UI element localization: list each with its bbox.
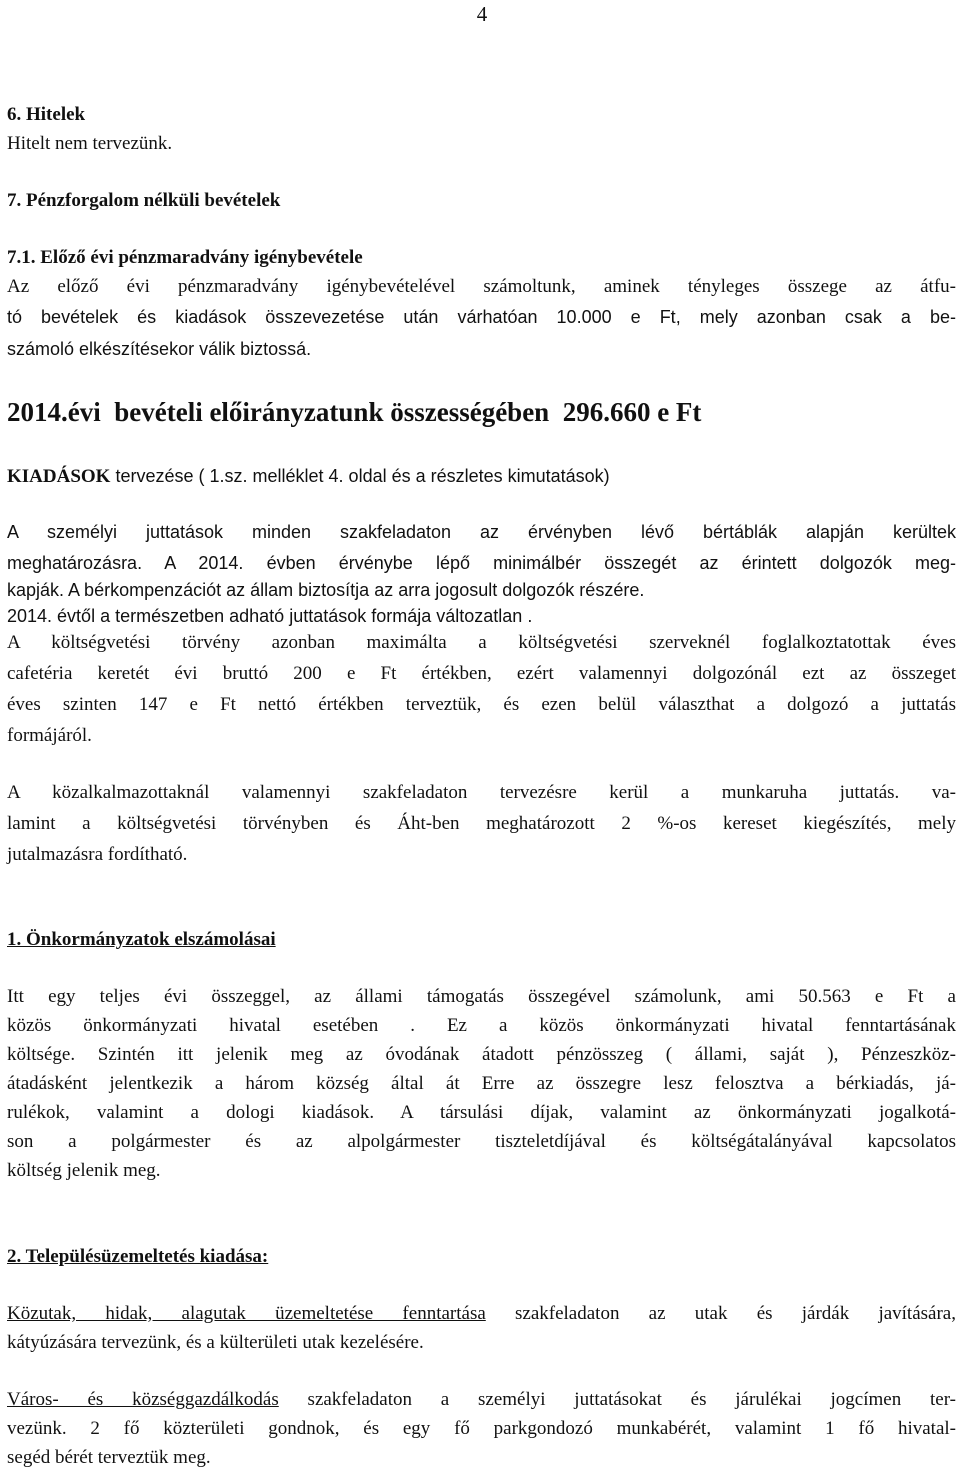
section-1-line-6: son a polgármester és az alpolgármester tiszteletdíjával és költségátalányával kapcsolatos (7, 1131, 956, 1152)
revenue-total (7, 397, 701, 428)
municipal-management-link[interactable]: Város- és községgazdálkodás (7, 1389, 279, 1410)
section-1-heading: 1. Önkormányzatok elszámolásai (7, 929, 276, 950)
section-1-line-1: Itt egy teljes évi összeggel, az állami támogatás összegével számolunk, ami 50.563 e Ft a (7, 986, 956, 1007)
section-2-p1-line-1 (7, 1303, 956, 1325)
expenses-p3-line-1: A közalkalmazottaknál valamennyi szakfeladaton tervezésre kerül a munkaruha juttatás. va- (7, 782, 956, 803)
revenue-text: évi bevételi előirányzatunk összességében 296.660 e Ft (67, 397, 702, 427)
expenses-heading-rest: tervezése ( 1.sz. melléklet 4. oldal és a részletes kimutatások) (110, 466, 610, 486)
section-7-1-line-3: számoló elkészítésekor válik biztossá. (7, 339, 312, 359)
expenses-p1-line-1: A személyi juttatások minden szakfeladaton az érvényben lévő bértáblák alapján kerültek (7, 522, 956, 542)
expenses-p2-line-2: cafetéria keretét évi bruttó 200 e Ft értékben, ezért valamennyi dolgozónál ezt az összeget (7, 663, 956, 684)
section-6-text: Hitelt nem tervezünk. (7, 133, 173, 154)
expenses-p1-line-3: kapják. A bérkompenzációt az állam biztosítja az arra jogosult dolgozók részére. (7, 580, 645, 600)
expenses-p2-line-3: éves szinten 147 e Ft nettó értékben terveztük, és ezen belül választhat a dolgozó a juttatás (7, 694, 956, 715)
section-1-line-3: költsége. Szintén itt jelenik meg az óvodának átadott pénzösszeg ( állami, saját ), Pénzeszköz- (7, 1044, 956, 1065)
expenses-heading-bold: KIADÁSOK (7, 466, 111, 487)
section-7-1-heading: 7.1. Előző évi pénzmaradvány igénybevétele (7, 247, 363, 268)
expenses-p3-line-3: jutalmazásra fordítható. (7, 844, 188, 865)
section-1-line-2: közös önkormányzati hivatal esetében . Ez a közös önkormányzati hivatal fenntartásának (7, 1015, 956, 1036)
revenue-year: 2014. (7, 397, 68, 427)
section-7-1-line-2: tó bevételek és kiadások összevezetése után várhatóan 10.000 e Ft, mely azonban csak a be- (7, 307, 956, 327)
section-2-p2-line-1 (7, 1389, 956, 1411)
expenses-p1-line-4: 2014. évtől a természetben adható juttatások formája változatlan . (7, 606, 533, 626)
expenses-p1-line-2: meghatározásra. A 2014. évben érvénybe lépő minimálbér összegét az érintett dolgozók meg- (7, 553, 956, 573)
expenses-heading (7, 466, 610, 488)
roads-link[interactable]: Közutak, hidak, alagutak üzemeltetése fenntartása (7, 1303, 486, 1324)
section-2-heading: 2. Településüzemeltetés kiadása: (7, 1246, 269, 1267)
section-7-1-line-1: Az előző évi pénzmaradvány igénybevételével számoltunk, aminek tényleges összege az átfu- (7, 276, 956, 297)
roads-text: szakfeladaton az utak és járdák javítására, (485, 1303, 956, 1324)
section-2-p2-line-2: vezünk. 2 fő közterületi gondnok, és egy fő parkgondozó munkabérét, valamint 1 fő hivatal- (7, 1418, 956, 1439)
section-1-line-5: rulékok, valamint a dologi kiadások. A társulási díjak, valamint az önkormányzati jogalkotá- (7, 1102, 956, 1123)
section-1-line-4: átadásként jelentkezik a három község által át Erre az összegre lesz felosztva a bérkiadás, já- (7, 1073, 956, 1094)
section-6-heading: 6. Hitelek (7, 104, 86, 125)
section-1-line-7: költség jelenik meg. (7, 1160, 161, 1181)
expenses-p2-line-4: formájáról. (7, 725, 92, 746)
section-2-p1-line-2: kátyúzására tervezünk, és a külterületi utak kezelésére. (7, 1332, 424, 1353)
expenses-p3-line-2: lamint a költségvetési törvényben és Áht-ben meghatározott 2 %-os kereset kiegészítés, mely (7, 813, 956, 834)
municipal-management-text: szakfeladaton a személyi juttatásokat és járulékai jogcímen ter- (278, 1389, 956, 1410)
section-7-heading: 7. Pénzforgalom nélküli bevételek (7, 190, 281, 211)
expenses-p2-line-1: A költségvetési törvény azonban maximálta a költségvetési szerveknél foglalkoztatottak éves (7, 632, 956, 653)
section-2-p2-line-3: segéd bérét terveztük meg. (7, 1447, 211, 1468)
page-number: 4 (476, 2, 488, 26)
